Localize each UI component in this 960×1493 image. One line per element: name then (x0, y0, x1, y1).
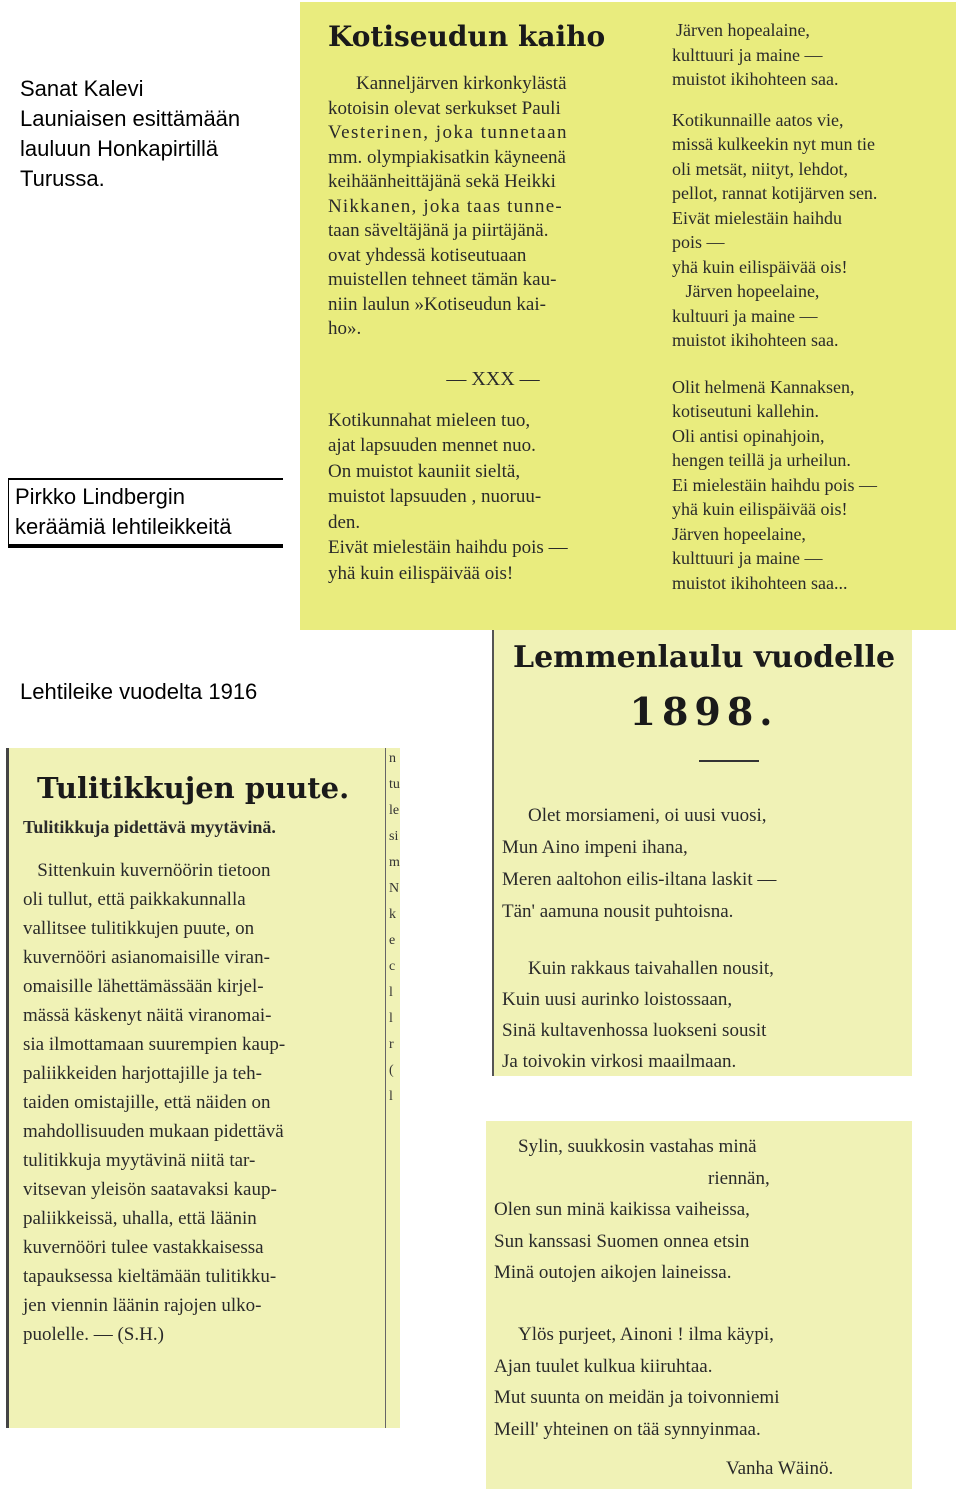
clipping-lemmenlaulu (492, 630, 912, 1076)
text-line: jen viennin läänin rajojen ulko- (23, 1295, 262, 1316)
text-line: hengen teillä ja urheilun. (672, 450, 851, 470)
title-divider (699, 760, 759, 762)
text-line: Sylin, suukkosin vastahas minä (518, 1136, 757, 1157)
text-line: taan säveltäjänä ja piirtäjänä. (328, 220, 549, 241)
section-separator: — XXX — (446, 367, 540, 390)
clipping-column-2 (672, 18, 952, 595)
text-line: Kotikunnahat mieleen tuo, (328, 409, 531, 431)
clipping-subtitle: Tulitikkuja pidettävä myytävinä. (23, 817, 276, 837)
text-line: ovat yhdessä kotiseutuaan (328, 244, 527, 266)
edge-letter: N (389, 881, 400, 896)
text-line: ho». (328, 318, 362, 339)
text-line: On muistot kauniit sieltä, (328, 460, 521, 482)
text-line: pellot, rannat kotijärven sen. (672, 183, 878, 203)
clipping-sylin-suukkosin (486, 1121, 912, 1489)
clipping-body (23, 856, 385, 1349)
text-line: vitsevan yleisön saatavaksi kaup- (23, 1179, 277, 1200)
text-line: Minä outojen aikojen laineissa. (494, 1262, 732, 1283)
edge-letter: k (389, 907, 396, 922)
text-line: oli tullut, että paikkakunnalla (23, 889, 246, 910)
caption-line: Pirkko Lindbergin (15, 484, 185, 509)
text-line: oli metsät, niityt, lehdot, (672, 158, 848, 179)
text-line: kulttuuri ja maine — (672, 548, 823, 568)
caption-line: Turussa. (20, 166, 105, 191)
text-line: Mut suunta on meidän ja toivonniemi (494, 1387, 780, 1408)
edge-letter: n (389, 751, 396, 766)
text-line: Kotikunnaille aatos vie, (672, 109, 844, 130)
text-line: Eivät mielestäin haihdu pois — (328, 537, 568, 558)
caption-collection (8, 478, 283, 548)
caption-line: lauluun Honkapirtillä (20, 136, 219, 161)
edge-letter: r (389, 1037, 394, 1052)
text-line: paliikkeissä, uhalla, että läänin (23, 1208, 257, 1229)
clipping-title: Kotiseudun kaiho (328, 20, 606, 53)
caption-1916: Lehtileike vuodelta 1916 (20, 679, 258, 704)
edge-letter: tu (389, 777, 400, 792)
text-line: Ja toivokin virkosi maailmaan. (502, 1051, 737, 1072)
text-line: Ajan tuulet kulkua kiiruhtaa. (494, 1355, 713, 1377)
stanza-2 (494, 1319, 780, 1445)
edge-letter: m (389, 855, 400, 870)
text-line: kulttuuri ja maine — (672, 44, 823, 65)
edge-letter: ( (389, 1063, 394, 1078)
text-line: taiden omistajille, että näiden on (23, 1092, 271, 1113)
text-line: ajat lapsuuden mennet nuo. (328, 435, 536, 456)
text-line: muistot ikihohteen saa. (672, 330, 839, 350)
text-line: Ei mielestäin haihdu pois — (672, 474, 877, 495)
text-line: kotiseutuni kallehin. (672, 401, 819, 421)
text-line: Olit helmenä Kannaksen, (672, 376, 855, 397)
text-line: kultuuri ja maine — (672, 305, 818, 326)
text-line: Olet morsiameni, oi uusi vuosi, (528, 805, 767, 826)
text-line: Eivät mielestäin haihdu (672, 207, 842, 228)
edge-letter: le (389, 803, 400, 818)
text-line: Meren aaltohon eilis-iltana laskit — (502, 869, 777, 890)
text-line: Järven hopeelaine, (672, 523, 806, 544)
clipping-year: 1898. (629, 689, 779, 734)
text-line: omaisille lähettämässään kirjel- (23, 976, 264, 997)
text-line: Olen sun minä kaikissa vaiheissa, (494, 1199, 750, 1220)
adjacent-column-fragment (385, 748, 400, 1428)
text-line: kuvernööri asianomaisille viran- (23, 947, 270, 968)
text-line: mahdollisuuden mukaan pidettävä (23, 1121, 284, 1142)
text-line: Sinä kultavenhossa luokseni sousit (502, 1020, 767, 1041)
text-line: paliikkeiden harjottajille ja teh- (23, 1063, 262, 1084)
clipping-title: Lemmenlaulu vuodelle (512, 640, 896, 675)
text-line: niin laulun »Kotiseudun kai- (328, 293, 546, 315)
text-line: tapauksessa kieltämään tulitikku- (23, 1266, 277, 1287)
text-line: mm. olympiakisatkin käyneenä (328, 146, 566, 168)
signature: Vanha Wäinö. (726, 1458, 834, 1479)
text-line: Tän' aamuna nousit puhtoisna. (502, 901, 734, 922)
text-line: Järven hopeelaine, (672, 281, 820, 301)
stanza-1 (494, 1131, 770, 1289)
text-line: missä kulkeekin nyt mun tie (672, 134, 875, 154)
text-line: den. (328, 511, 361, 533)
edge-letter: c (389, 959, 396, 974)
clipping-tulitikkujen-puute (6, 748, 400, 1428)
text-line: muistot lapsuuden , nuoruu- (328, 486, 542, 507)
stanza-2 (502, 953, 774, 1076)
edge-letter: l (389, 1089, 393, 1104)
text-line: Meill' yhteinen on tää synnyinmaa. (494, 1418, 761, 1440)
text-line: Kanneljärven kirkonkylästä (356, 73, 567, 94)
text-line: Sun kanssasi Suomen onnea etsin (494, 1230, 750, 1252)
caption-song-credits (20, 74, 290, 194)
text-line: Oli antisi opinahjoin, (672, 425, 825, 446)
text-line: Vesterinen, joka tunnetaan (328, 122, 569, 143)
text-line: Nikkanen, joka taas tunne- (328, 195, 563, 217)
clipping-intro (328, 72, 658, 342)
clipping-kotiseudun-kaiho (300, 2, 956, 630)
text-line: Mun Aino impeni ihana, (502, 837, 688, 858)
text-line: muistellen tehneet tämän kau- (328, 269, 557, 290)
edge-letter: l (389, 1011, 393, 1026)
text-line: sia ilmottamaan suurempien kaup- (23, 1034, 286, 1055)
text-line: Järven hopealaine, (676, 20, 810, 40)
edge-letter: si (389, 829, 399, 844)
text-line: muistot ikihohteen saa... (672, 572, 848, 593)
text-line: yhä kuin eilispäivää ois! (672, 499, 848, 519)
text-line: mässä käskenyt näitä viranomai- (23, 1005, 272, 1026)
edge-letter: e (389, 933, 396, 948)
text-line: yhä kuin eilispäivää ois! (328, 562, 514, 584)
text-line: muistot ikihohteen saa. (672, 69, 839, 89)
text-line: keihäänheittäjänä sekä Heikki (328, 171, 556, 192)
text-line: puolelle. — (S.H.) (23, 1324, 164, 1345)
text-line: yhä kuin eilispäivää ois! (672, 256, 848, 277)
edge-letter: l (389, 985, 393, 1000)
text-line: kotoisin olevat serkukset Pauli (328, 97, 561, 119)
text-line: Kuin rakkaus taivahallen nousit, (528, 958, 774, 979)
text-line: tulitikkuja myytävinä niitä tar- (23, 1150, 256, 1171)
stanza-1 (502, 800, 776, 928)
text-line: Kuin uusi aurinko loistossaan, (502, 989, 733, 1010)
text-line: vallitsee tulitikkujen puute, on (23, 918, 255, 939)
verse-1 (328, 408, 658, 587)
text-line: kuvernööri tulee vastakkaisessa (23, 1237, 264, 1258)
text-line: Ylös purjeet, Ainoni ! ilma käypi, (518, 1324, 774, 1345)
caption-line: keräämiä lehtileikkeitä (15, 514, 232, 539)
text-line: riennän, (708, 1167, 770, 1189)
caption-line: Sanat Kalevi (20, 76, 144, 101)
text-line: pois — (672, 232, 725, 252)
text-line: Sittenkuin kuvernöörin tietoon (23, 860, 271, 881)
clipping-title: Tulitikkujen puute. (37, 771, 350, 805)
caption-line: Launiaisen esittämään (20, 106, 241, 131)
